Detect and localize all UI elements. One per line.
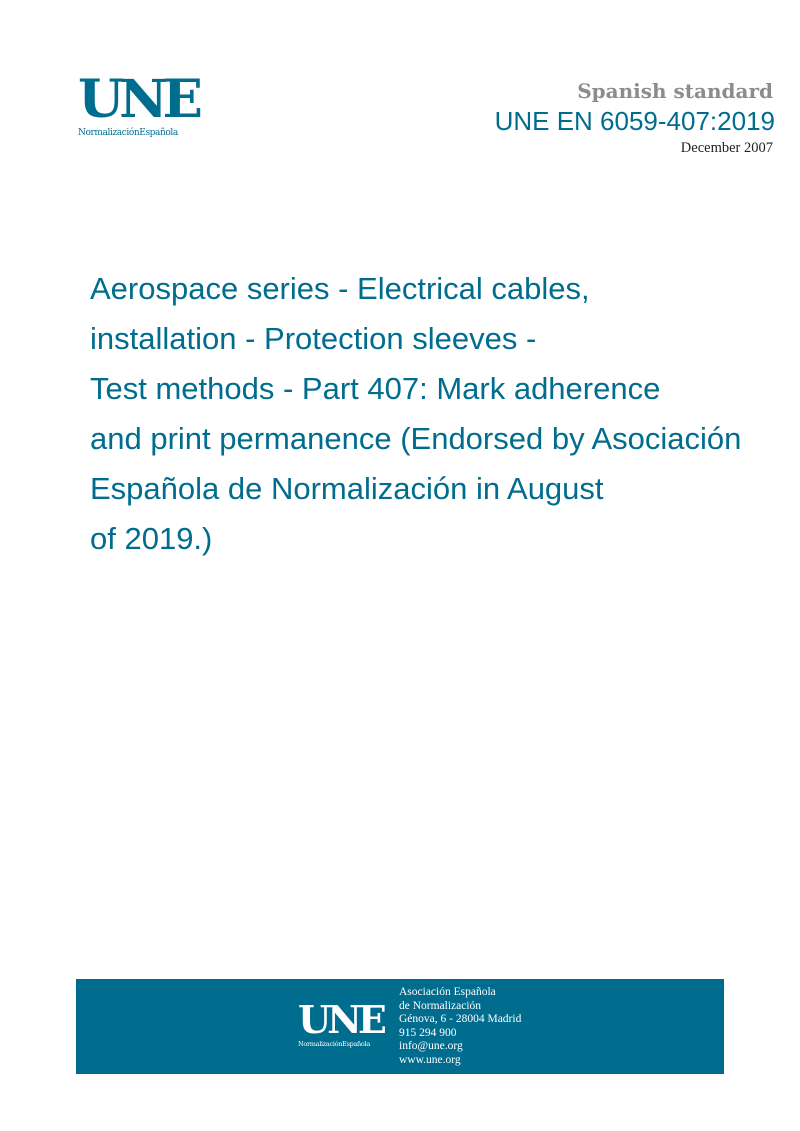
- standard-date: December 2007: [680, 140, 773, 156]
- address-org-name: Asociación Española: [399, 986, 496, 998]
- document-title: [90, 264, 790, 564]
- une-logo: [78, 69, 208, 138]
- address-website[interactable]: www.une.org: [399, 1053, 461, 1066]
- standard-type: Spanish standard: [577, 79, 773, 103]
- une-logo-tagline: NormalizaciónEspañola: [78, 128, 178, 138]
- address-org-name-cont: de Normalización: [399, 999, 482, 1012]
- une-logo-mark: UNE: [78, 69, 198, 130]
- title-line: of 2019.): [90, 521, 213, 556]
- title-line: and print permanence (Endorsed by Asociación: [90, 421, 742, 456]
- standard-header: [495, 78, 773, 158]
- title-line: Española de Normalización in August: [90, 471, 604, 506]
- address-email[interactable]: info@une.org: [399, 1040, 463, 1053]
- footer-address: [399, 986, 521, 1068]
- footer-banner: [76, 979, 724, 1074]
- footer-une-logo: [298, 997, 388, 1048]
- title-line: Aerospace series - Electrical cables,: [90, 271, 590, 306]
- title-line: installation - Protection sleeves -: [90, 321, 537, 356]
- footer-logo-mark: UNE: [298, 997, 383, 1042]
- address-phone[interactable]: 915 294 900: [399, 1026, 457, 1039]
- address-street: Génova, 6 - 28004 Madrid: [399, 1013, 522, 1026]
- title-line: Test methods - Part 407: Mark adherence: [90, 371, 661, 406]
- footer-logo-tagline: NormalizaciónEspañola: [298, 1040, 370, 1048]
- standard-code: UNE EN 6059-407:2019: [494, 106, 775, 136]
